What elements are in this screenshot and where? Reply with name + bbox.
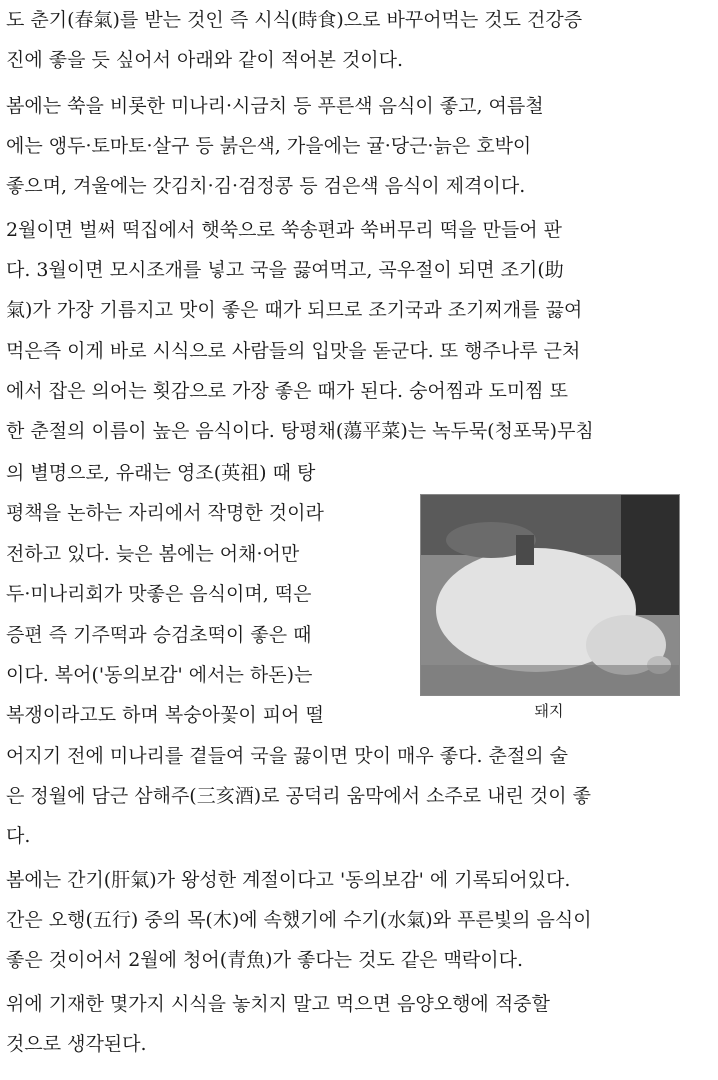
text-line: 봄에는 간기(肝氣)가 왕성한 계절이다고 '동의보감' 에 기록되어있다.	[6, 869, 571, 891]
text-line: 한 춘절의 이름이 높은 음식이다. 탕평채(蕩平菜)는 녹두묵(청포묵)무침	[6, 420, 594, 442]
text-line: 다. 3월이면 모시조개를 넣고 국을 끓여먹고, 곡우절이 되면 조기(助	[6, 259, 564, 281]
text-line: 먹은즉 이게 바로 시식으로 사람들의 입맛을 돋군다. 또 행주나루 근처	[6, 340, 581, 362]
text-line: 좋은 것이어서 2월에 청어(青魚)가 좋다는 것도 같은 맥락이다.	[6, 949, 524, 971]
text-line: 氣)가 가장 기름지고 맛이 좋은 때가 되므로 조기국과 조기찌개를 끓여	[6, 299, 583, 321]
text-line: 진에 좋을 듯 싶어서 아래와 같이 적어본 것이다.	[6, 49, 404, 71]
text-line: 도 춘기(春氣)를 받는 것인 즉 시식(時食)으로 바꾸어먹는 것도 건강증	[6, 9, 583, 31]
text-line: 에는 앵두·토마토·살구 등 붉은색, 가을에는 귤·당근·늙은 호박이	[6, 135, 532, 157]
text-line: 평책을 논하는 자리에서 작명한 것이라	[6, 502, 324, 524]
text-line: 2월이면 벌써 떡집에서 햇쑥으로 쑥송편과 쑥버무리 떡을 만들어 판	[6, 219, 562, 241]
text-line: 전하고 있다. 늦은 봄에는 어채·어만	[6, 543, 300, 565]
text-line: 어지기 전에 미나리를 곁들여 국을 끓이면 맛이 매우 좋다. 춘절의 술	[6, 745, 568, 767]
text-line: 좋으며, 겨울에는 갓김치·김·검정콩 등 검은색 음식이 제격이다.	[6, 175, 526, 197]
pig-illustration	[421, 495, 679, 695]
text-line: 것으로 생각된다.	[6, 1033, 147, 1055]
text-line: 의 별명으로, 유래는 영조(英祖) 때 탕	[6, 462, 316, 484]
text-line: 봄에는 쑥을 비롯한 미나리·시금치 등 푸른색 음식이 좋고, 여름철	[6, 95, 544, 117]
text-line: 증편 즉 기주떡과 승검초떡이 좋은 때	[6, 624, 312, 646]
figure-caption: 돼지	[534, 702, 564, 720]
text-line: 이다. 복어('동의보감' 에서는 하돈)는	[6, 664, 313, 686]
text-line: 다.	[6, 825, 31, 847]
text-line: 복쟁이라고도 하며 복숭아꽃이 피어 떨	[6, 704, 324, 726]
text-line: 간은 오행(五行) 중의 목(木)에 속했기에 수기(水氣)와 푸른빛의 음식이	[6, 909, 592, 931]
text-line: 두·미나리회가 맛좋은 음식이며, 떡은	[6, 583, 312, 605]
text-line: 은 정월에 담근 삼해주(三亥酒)로 공덕리 움막에서 소주로 내린 것이 좋	[6, 785, 592, 807]
text-line: 위에 기재한 몇가지 시식을 놓치지 말고 먹으면 음양오행에 적중할	[6, 993, 550, 1015]
text-line: 에서 잡은 의어는 횟감으로 가장 좋은 때가 된다. 숭어찜과 도미찜 또	[6, 380, 568, 402]
pig-photo	[420, 494, 680, 696]
